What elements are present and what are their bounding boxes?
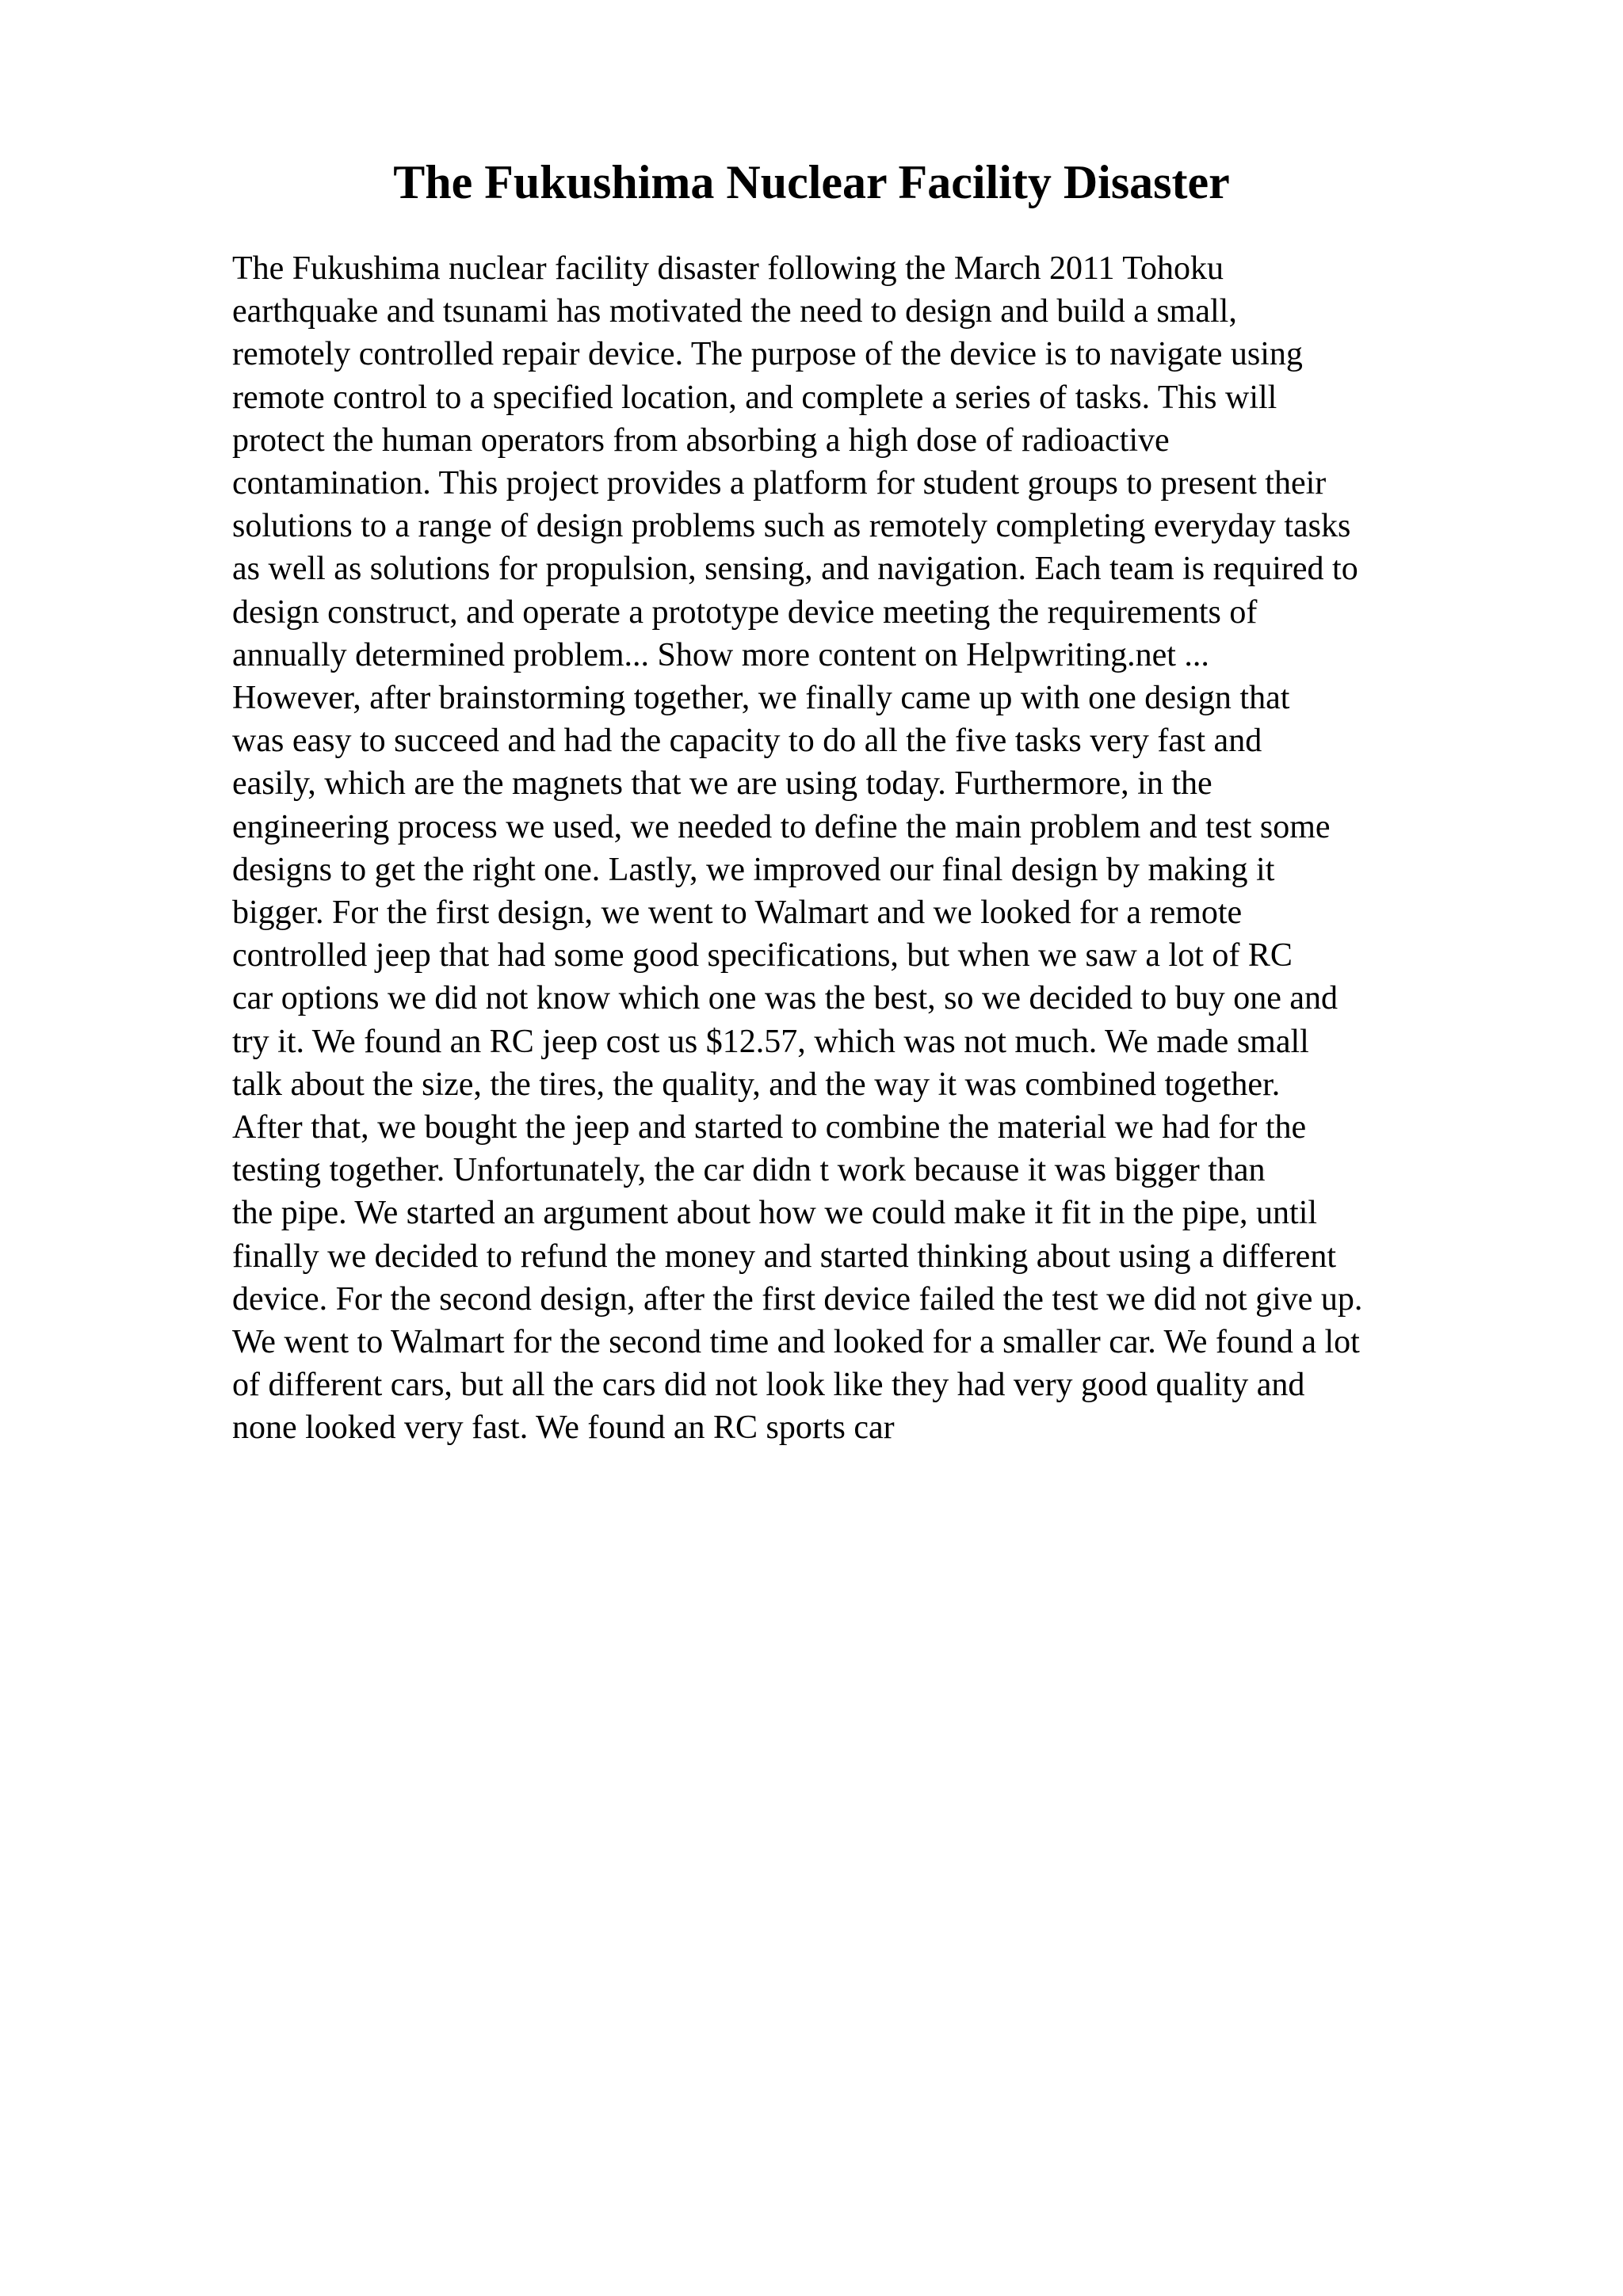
body-line: easily, which are the magnets that we are using today. Furthermore, in the [232,765,1212,803]
body-line: car options we did not know which one was the best, so we decided to buy one and [232,980,1338,1017]
body-line: the pipe. We started an argument about how we could make it fit in the pipe, until [232,1195,1318,1232]
body-line: none looked very fast. We found an RC sports car [232,1409,895,1447]
body-line: contamination. This project provides a platform for student groups to present their [232,465,1327,502]
body-line: was easy to succeed and had the capacity to do all the five tasks very fast and [232,723,1262,760]
body-line: After that, we bought the jeep and started to combine the material we had for the [232,1109,1307,1146]
body-line: protect the human operators from absorbing a high dose of radioactive [232,421,1170,459]
body-line: of different cars, but all the cars did not look like they had very good quality and [232,1367,1305,1404]
body-line: engineering process we used, we needed to define the main problem and test some [232,808,1331,845]
body-line: remotely controlled repair device. The purpose of the device is to navigate using [232,336,1303,373]
body-line: testing together. Unfortunately, the car didn t work because it was bigger than [232,1152,1266,1189]
body-line: solutions to a range of design problems such as remotely completing everyday tasks [232,508,1351,545]
body-line: finally we decided to refund the money and started thinking about using a different [232,1238,1336,1275]
body-line: However, after brainstorming together, we finally came up with one design that [232,680,1290,717]
body-line: designs to get the right one. Lastly, we improved our final design by making it [232,851,1275,888]
body-line: controlled jeep that had some good specifications, but when we saw a lot of RC [232,937,1293,974]
body-line: earthquake and tsunami has motivated the need to design and build a small, [232,293,1237,330]
body-line: design construct, and operate a prototype device meeting the requirements of [232,593,1258,631]
body-line: talk about the size, the tires, the quality, and the way it was combined together. [232,1066,1281,1103]
body-line: bigger. For the first design, we went to Walmart and we looked for a remote [232,894,1243,932]
body-line: annually determined problem... Show more content on Helpwriting.net ... [232,636,1209,673]
document-body [232,247,1532,1450]
body-line: try it. We found an RC jeep cost us $12.57, which was not much. We made small [232,1023,1309,1060]
body-line: as well as solutions for propulsion, sensing, and navigation. Each team is required to [232,551,1358,588]
body-line: remote control to a specified location, and complete a series of tasks. This will [232,379,1277,416]
body-line: The Fukushima nuclear facility disaster following the March 2011 Tohoku [232,250,1224,287]
document-title: The Fukushima Nuclear Facility Disaster [393,156,1230,208]
body-line: We went to Walmart for the second time and looked for a smaller car. We found a lot [232,1324,1360,1361]
body-line: device. For the second design, after the first device failed the test we did not give up. [232,1280,1363,1318]
